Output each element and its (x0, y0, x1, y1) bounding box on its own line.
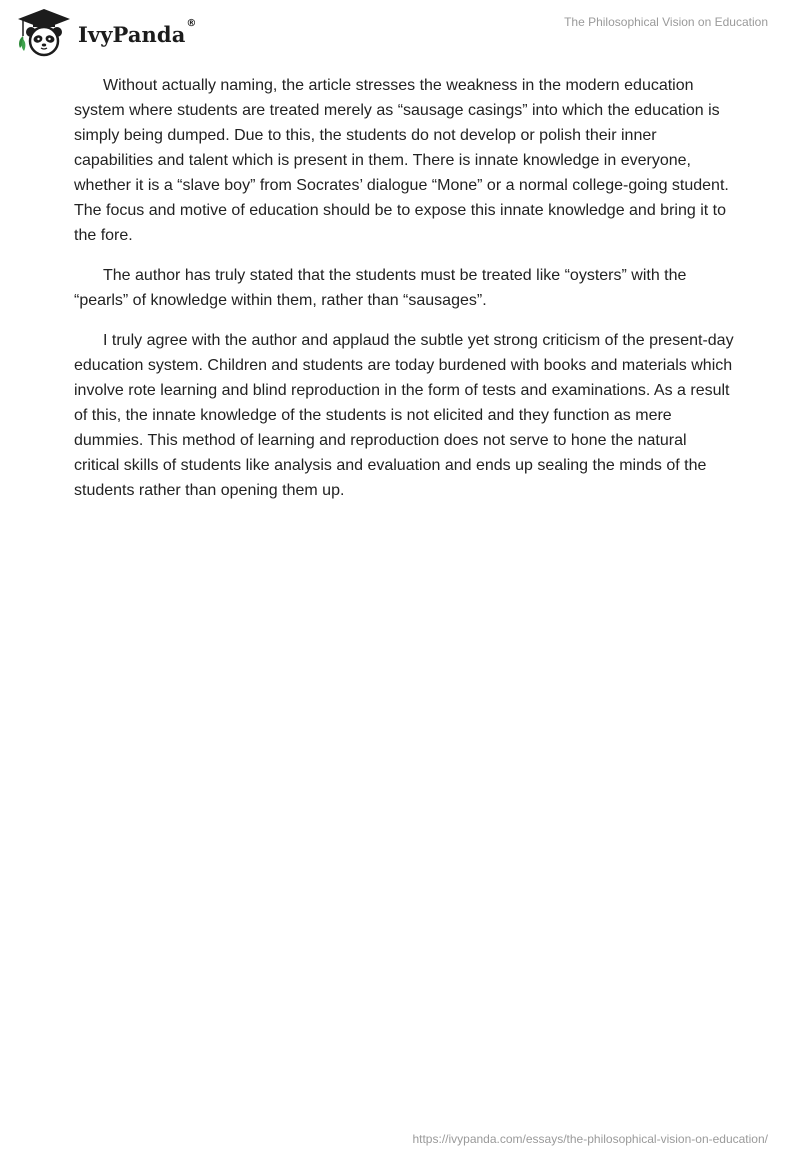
logo-text: IvyPanda (78, 21, 186, 47)
document-title: The Philosophical Vision on Education (564, 15, 768, 29)
paragraph: Without actually naming, the article stresses the weakness in the modern education system where students are treated merely as “sausage casings” into which the education is simply being dumped. Due to this, the students do not develop or polish their inner capabilities and talent which is present in them. There is innate knowledge in everyone, whether it is a “slave boy” from Socrates’ dialogue “Mone” or a normal college-going student. The focus and motive of education should be to expose this innate knowledge and bring it to the fore. (74, 77, 729, 244)
paragraph: I truly agree with the author and applaud the subtle yet strong criticism of the present-day education system. Children and students are today burdened with books and materials which involve rote learning and blind reproduction in the form of tests and examinations. As a result of this, the innate knowledge of the students is not elicited and they function as mere dummies. This method of learning and reproduction does not serve to hone the natural critical skills of students like analysis and evaluation and ends up sealing the minds of the students rather than opening them up. (74, 332, 734, 499)
panda-graduate-icon (14, 8, 74, 58)
logo[interactable] (14, 8, 197, 58)
registered-mark: ® (186, 17, 197, 29)
source-url-link[interactable]: https://ivypanda.com/essays/the-philosophical-vision-on-education/ (412, 1132, 768, 1146)
paragraph: The author has truly stated that the students must be treated like “oysters” with the “pearls” of knowledge within them, rather than “sausages”. (74, 267, 687, 309)
logo-wordmark (78, 17, 197, 47)
essay-body (74, 73, 734, 518)
